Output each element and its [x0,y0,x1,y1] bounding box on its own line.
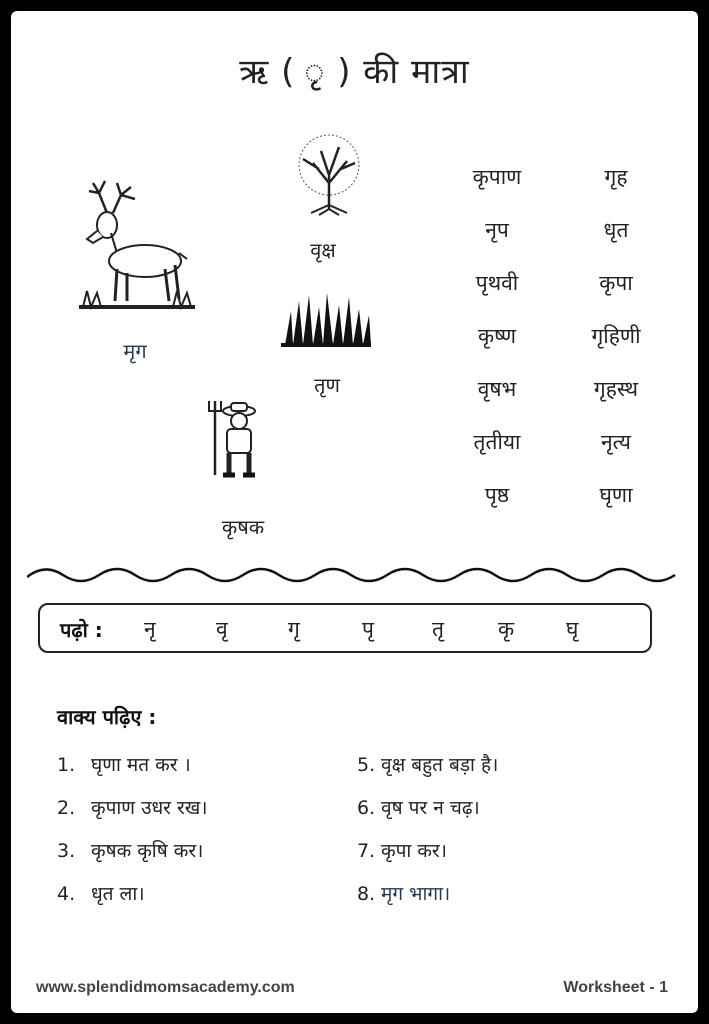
letter-item: तृ [432,617,444,641]
wavy-divider [27,563,683,587]
sentence-text: कृपाण उधर रख। [91,797,208,819]
word-item: कृष्ण [477,324,517,348]
sentence-item [357,837,447,863]
letter-item: घृ [566,617,579,641]
sentence-number: 2. [57,797,76,819]
tree-illustration [289,133,369,217]
sentence-text: घृणा मत कर । [91,754,191,776]
word-item: पृथवी [475,271,519,295]
deer-label: मृग [123,339,147,363]
word-item: पृष्ठ [484,483,510,507]
read-label: पढ़ो : [60,618,103,642]
word-item: घृणा [599,483,633,507]
word-item: नृप [485,218,509,242]
word-item: धृत [603,218,629,242]
sentence-number: 5. [357,754,376,776]
letter-item: कृ [498,617,515,641]
worksheet-page [11,11,698,1013]
sentence-number: 3. [57,840,76,862]
farmer-label: कृषक [221,515,265,539]
sentence-text: वृक्ष बहुत बड़ा है। [381,754,499,776]
sentence-item [57,751,191,777]
farmer-illustration [201,399,265,481]
sentence-item [57,794,208,820]
word-item: कृपाण [472,165,522,189]
word-item: गृहिणी [591,324,641,348]
word-item: गृह [604,165,628,189]
sentence-number: 4. [57,883,76,905]
page-title: ऋ ( ृ ) की मात्रा [239,52,470,92]
letter-item: नृ [144,617,156,641]
sentence-number: 8. [357,883,376,905]
sentence-number: 1. [57,754,76,776]
tree-label: वृक्ष [310,238,336,262]
footer-worksheet-number: Worksheet - 1 [563,979,668,996]
sentence-item [357,794,480,820]
sentence-text: कृषक कृषि कर। [91,840,204,862]
sentence-item [357,751,498,777]
letter-item: वृ [216,617,228,641]
word-item: कृपा [599,271,633,295]
sentence-number: 6. [357,797,376,819]
footer-website: www.splendidmomsacademy.com [36,979,295,996]
sentences-title: वाक्य पढ़िए : [57,705,157,729]
letter-item: गृ [288,617,300,641]
word-item: वृषभ [477,377,517,401]
sentence-text: कृपा कर। [381,840,447,862]
sentence-number: 7. [357,840,376,862]
sentence-text: धृत ला। [91,883,145,905]
sentence-text: मृग भागा। [381,883,451,905]
word-item: तृतीया [473,430,521,454]
sentence-item [57,837,203,863]
read-letters-box [38,603,652,653]
sentence-item [357,880,450,906]
sentence-item [57,880,145,906]
letter-item: पृ [362,617,374,641]
grass-label: तृण [314,373,340,397]
deer-illustration [77,173,197,313]
word-item: नृत्य [601,430,631,454]
grass-illustration [279,291,373,347]
sentence-text: वृष पर न चढ़। [381,797,480,819]
word-item: गृहस्थ [593,377,639,401]
